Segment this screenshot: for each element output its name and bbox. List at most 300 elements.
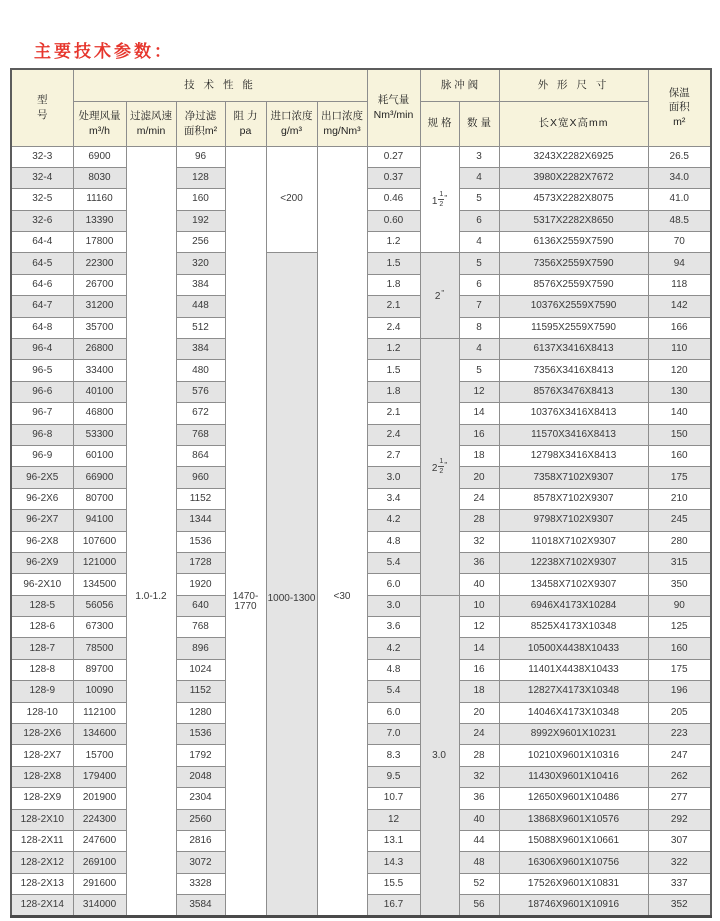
filter-area-cell: 576 — [176, 381, 225, 402]
insulation-area-cell: 160 — [648, 445, 711, 466]
dimensions-cell: 13868X9601X10576 — [499, 809, 648, 830]
insulation-area-cell: 350 — [648, 574, 711, 595]
dimensions-cell: 10376X2559X7590 — [499, 296, 648, 317]
airflow-cell: 89700 — [73, 659, 126, 680]
table-body — [11, 146, 711, 916]
model-cell: 128-10 — [11, 702, 73, 723]
filter-area-cell: 512 — [176, 317, 225, 338]
col-header-gas-consumption — [367, 69, 420, 146]
dimensions-cell: 8576X2559X7590 — [499, 274, 648, 295]
model-cell: 64-6 — [11, 274, 73, 295]
specifications-table — [10, 68, 712, 918]
dimensions-cell: 11401X4438X10433 — [499, 659, 648, 680]
insulation-area-cell: 277 — [648, 788, 711, 809]
filter-area-cell: 1344 — [176, 510, 225, 531]
model-label-line1: 型 — [37, 94, 48, 107]
filter-area-cell: 1792 — [176, 745, 225, 766]
insulation-area-cell: 247 — [648, 745, 711, 766]
valve-qty-cell: 18 — [459, 681, 499, 702]
filter-area-cell: 1536 — [176, 531, 225, 552]
valve-qty-cell: 5 — [459, 253, 499, 274]
dimensions-cell: 8576X3476X8413 — [499, 381, 648, 402]
valve-qty-cell: 6 — [459, 210, 499, 231]
valve-qty-cell: 4 — [459, 167, 499, 188]
valve-qty-cell: 48 — [459, 852, 499, 873]
valve-qty-cell: 3 — [459, 146, 499, 167]
insulation-area-cell: 160 — [648, 638, 711, 659]
insulation-area-cell: 120 — [648, 360, 711, 381]
filter-area-cell: 96 — [176, 146, 225, 167]
dimensions-cell: 14046X4173X10348 — [499, 702, 648, 723]
insulation-area-cell: 26.5 — [648, 146, 711, 167]
dimensions-cell: 17526X9601X10831 — [499, 873, 648, 894]
dimensions-cell: 5317X2282X8650 — [499, 210, 648, 231]
airflow-cell: 26800 — [73, 339, 126, 360]
valve-qty-cell: 10 — [459, 595, 499, 616]
model-cell: 128-2X7 — [11, 745, 73, 766]
gas-consumption-cell: 10.7 — [367, 788, 420, 809]
airflow-cell: 291600 — [73, 873, 126, 894]
insulation-area-cell: 110 — [648, 339, 711, 360]
insulation-area-cell: 223 — [648, 724, 711, 745]
model-cell: 64-5 — [11, 253, 73, 274]
filter-area-cell: 384 — [176, 274, 225, 295]
spec-whole: 3.0 — [432, 750, 446, 762]
insulation-area-cell: 262 — [648, 766, 711, 787]
airflow-cell: 8030 — [73, 167, 126, 188]
inlet-concentration-merged-cell — [266, 253, 317, 916]
header-row-top — [11, 69, 711, 101]
gas-consumption-cell: 1.5 — [367, 360, 420, 381]
model-cell: 96-2X10 — [11, 574, 73, 595]
valve-qty-cell: 16 — [459, 424, 499, 445]
model-cell: 96-2X9 — [11, 552, 73, 573]
dimensions-cell: 10376X3416X8413 — [499, 403, 648, 424]
insul-label-line3: m² — [673, 116, 686, 129]
resistance-merged-cell — [225, 146, 266, 916]
gas-consumption-cell: 2.4 — [367, 317, 420, 338]
gas-consumption-cell: 13.1 — [367, 831, 420, 852]
valve-spec-merged-cell — [420, 253, 459, 339]
insulation-area-cell: 140 — [648, 403, 711, 424]
insulation-area-cell: 210 — [648, 488, 711, 509]
model-cell: 128-2X10 — [11, 809, 73, 830]
inch-mark: " — [444, 461, 448, 471]
dimensions-cell: 8525X4173X10348 — [499, 617, 648, 638]
airflow-cell: 134600 — [73, 724, 126, 745]
airflow-cell: 22300 — [73, 253, 126, 274]
model-cell: 96-2X5 — [11, 467, 73, 488]
gas-label-line1: 耗气量 — [377, 94, 410, 107]
gas-consumption-cell: 2.7 — [367, 445, 420, 466]
airflow-cell: 56056 — [73, 595, 126, 616]
valve-qty-cell: 12 — [459, 617, 499, 638]
gas-consumption-cell: 2.4 — [367, 424, 420, 445]
gas-consumption-cell: 1.8 — [367, 381, 420, 402]
insulation-area-cell: 125 — [648, 617, 711, 638]
resistance-merged-cell-text: 1470-1770 — [232, 590, 259, 612]
model-cell: 128-2X12 — [11, 852, 73, 873]
model-cell: 32-5 — [11, 189, 73, 210]
insulation-area-cell: 166 — [648, 317, 711, 338]
filter-area-cell: 640 — [176, 595, 225, 616]
insulation-area-cell: 175 — [648, 467, 711, 488]
valve-qty-cell: 52 — [459, 873, 499, 894]
valve-qty-cell: 4 — [459, 339, 499, 360]
airflow-cell: 78500 — [73, 638, 126, 659]
model-cell: 64-8 — [11, 317, 73, 338]
model-cell: 128-2X11 — [11, 831, 73, 852]
valve-qty-cell: 24 — [459, 724, 499, 745]
model-cell: 128-5 — [11, 595, 73, 616]
filter-area-cell: 256 — [176, 232, 225, 253]
gas-consumption-cell: 9.5 — [367, 766, 420, 787]
filter-area-cell: 480 — [176, 360, 225, 381]
model-cell: 64-4 — [11, 232, 73, 253]
insulation-area-cell: 196 — [648, 681, 711, 702]
model-cell: 128-2X14 — [11, 895, 73, 916]
dimensions-cell: 16306X9601X10756 — [499, 852, 648, 873]
inch-mark: " — [441, 288, 445, 298]
airflow-cell: 40100 — [73, 381, 126, 402]
insulation-area-cell: 315 — [648, 552, 711, 573]
valve-qty-cell: 16 — [459, 659, 499, 680]
airflow-cell: 15700 — [73, 745, 126, 766]
gas-consumption-cell: 2.1 — [367, 296, 420, 317]
dimensions-cell: 12650X9601X10486 — [499, 788, 648, 809]
insulation-area-cell: 337 — [648, 873, 711, 894]
col-header-tech-performance: 技 术 性 能 — [73, 69, 367, 101]
airflow-cell: 13390 — [73, 210, 126, 231]
dimensions-cell: 6136X2559X7590 — [499, 232, 648, 253]
model-cell: 96-2X6 — [11, 488, 73, 509]
valve-qty-cell: 20 — [459, 467, 499, 488]
insulation-area-cell: 292 — [648, 809, 711, 830]
col-header-lwh: 长X宽X高mm — [499, 101, 648, 146]
valve-qty-cell: 8 — [459, 317, 499, 338]
valve-qty-cell: 12 — [459, 381, 499, 402]
airflow-cell: 35700 — [73, 317, 126, 338]
airflow-cell: 134500 — [73, 574, 126, 595]
inch-mark: " — [444, 193, 448, 203]
col-header-filter-area: 净过滤 面积m² — [176, 101, 225, 146]
valve-qty-cell: 18 — [459, 445, 499, 466]
insulation-area-cell: 34.0 — [648, 167, 711, 188]
airflow-cell: 60100 — [73, 445, 126, 466]
inlet-concentration-merged-cell-text: 1000-1300 — [267, 592, 316, 604]
filter-area-cell: 1152 — [176, 488, 225, 509]
filter-area-cell: 1152 — [176, 681, 225, 702]
model-cell: 96-2X8 — [11, 531, 73, 552]
model-cell: 96-6 — [11, 381, 73, 402]
dimensions-cell: 8992X9601X10231 — [499, 724, 648, 745]
col-header-dimensions: 外 形 尺 寸 — [499, 69, 648, 101]
col-header-resistance: 阻 力 pa — [225, 101, 266, 146]
valve-qty-cell: 40 — [459, 574, 499, 595]
model-cell: 96-4 — [11, 339, 73, 360]
filter-area-cell: 2816 — [176, 831, 225, 852]
filter-area-cell: 128 — [176, 167, 225, 188]
valve-qty-cell: 40 — [459, 809, 499, 830]
model-cell: 128-2X6 — [11, 724, 73, 745]
filter-area-cell: 3328 — [176, 873, 225, 894]
airflow-cell: 201900 — [73, 788, 126, 809]
filter-area-cell: 3072 — [176, 852, 225, 873]
model-cell: 96-8 — [11, 424, 73, 445]
valve-qty-cell: 36 — [459, 788, 499, 809]
airflow-cell: 66900 — [73, 467, 126, 488]
insulation-area-cell: 90 — [648, 595, 711, 616]
gas-consumption-cell: 0.27 — [367, 146, 420, 167]
col-header-inlet-concentration: 进口浓度 g/m³ — [266, 101, 317, 146]
dimensions-cell: 3980X2282X7672 — [499, 167, 648, 188]
gas-consumption-cell: 1.2 — [367, 339, 420, 360]
insulation-area-cell: 205 — [648, 702, 711, 723]
dimensions-cell: 13458X7102X9307 — [499, 574, 648, 595]
airflow-cell: 6900 — [73, 146, 126, 167]
filter-area-cell: 3584 — [176, 895, 225, 916]
gas-consumption-cell: 5.4 — [367, 552, 420, 573]
airflow-cell: 314000 — [73, 895, 126, 916]
dimensions-cell: 15088X9601X10661 — [499, 831, 648, 852]
gas-consumption-cell: 3.6 — [367, 617, 420, 638]
model-cell: 128-2X13 — [11, 873, 73, 894]
model-cell: 96-9 — [11, 445, 73, 466]
gas-consumption-cell: 1.8 — [367, 274, 420, 295]
spec-fraction: $\frac{1}{2}$ — [439, 458, 444, 476]
airflow-cell: 107600 — [73, 531, 126, 552]
filter-area-cell: 768 — [176, 617, 225, 638]
valve-qty-cell: 44 — [459, 831, 499, 852]
valve-qty-cell: 28 — [459, 510, 499, 531]
filter-velocity-merged-cell — [126, 146, 176, 916]
filter-area-cell: 448 — [176, 296, 225, 317]
gas-label-line2: Nm³/min — [373, 108, 414, 121]
airflow-cell: 112100 — [73, 702, 126, 723]
valve-qty-cell: 14 — [459, 638, 499, 659]
insulation-area-cell: 142 — [648, 296, 711, 317]
model-cell: 128-2X8 — [11, 766, 73, 787]
filter-area-cell: 960 — [176, 467, 225, 488]
filter-area-cell: 384 — [176, 339, 225, 360]
model-cell: 32-4 — [11, 167, 73, 188]
spec-whole: 2 — [431, 463, 438, 475]
airflow-cell: 17800 — [73, 232, 126, 253]
valve-qty-cell: 32 — [459, 766, 499, 787]
outlet-concentration-merged-cell — [317, 146, 367, 916]
valve-qty-cell: 32 — [459, 531, 499, 552]
dimensions-cell: 11595X2559X7590 — [499, 317, 648, 338]
model-cell: 96-2X7 — [11, 510, 73, 531]
model-label-line2: 号 — [37, 108, 48, 121]
gas-consumption-cell: 12 — [367, 809, 420, 830]
filter-area-cell: 1536 — [176, 724, 225, 745]
inlet-concentration-merged-cell: <200 — [266, 146, 317, 253]
filter-area-cell: 160 — [176, 189, 225, 210]
insulation-area-cell: 280 — [648, 531, 711, 552]
airflow-cell: 224300 — [73, 809, 126, 830]
airflow-cell: 94100 — [73, 510, 126, 531]
model-cell: 128-7 — [11, 638, 73, 659]
gas-consumption-cell: 4.2 — [367, 510, 420, 531]
gas-consumption-cell: 1.2 — [367, 232, 420, 253]
airflow-cell: 31200 — [73, 296, 126, 317]
airflow-cell: 269100 — [73, 852, 126, 873]
col-header-filter-velocity: 过滤风速 m/min — [126, 101, 176, 146]
gas-consumption-cell: 8.3 — [367, 745, 420, 766]
dimensions-cell: 6137X3416X8413 — [499, 339, 648, 360]
airflow-cell: 67300 — [73, 617, 126, 638]
dimensions-cell: 12798X3416X8413 — [499, 445, 648, 466]
airflow-cell: 46800 — [73, 403, 126, 424]
dimensions-cell: 12238X7102X9307 — [499, 552, 648, 573]
col-header-outlet-concentration: 出口浓度 mg/Nm³ — [317, 101, 367, 146]
model-cell: 96-7 — [11, 403, 73, 424]
dimensions-cell: 11570X3416X8413 — [499, 424, 648, 445]
filter-area-cell: 2560 — [176, 809, 225, 830]
valve-qty-cell: 4 — [459, 232, 499, 253]
gas-consumption-cell: 3.0 — [367, 595, 420, 616]
col-header-valve-spec: 规 格 — [420, 101, 459, 146]
valve-qty-cell: 7 — [459, 296, 499, 317]
valve-spec-merged-cell — [420, 595, 459, 916]
airflow-cell: 121000 — [73, 552, 126, 573]
dimensions-cell: 4573X2282X8075 — [499, 189, 648, 210]
filter-area-cell: 2304 — [176, 788, 225, 809]
valve-qty-cell: 14 — [459, 403, 499, 424]
valve-spec-merged-cell — [420, 146, 459, 253]
valve-qty-cell: 5 — [459, 189, 499, 210]
airflow-cell: 33400 — [73, 360, 126, 381]
gas-consumption-cell: 14.3 — [367, 852, 420, 873]
dimensions-cell: 10210X9601X10316 — [499, 745, 648, 766]
dimensions-cell: 11430X9601X10416 — [499, 766, 648, 787]
dimensions-cell: 7356X3416X8413 — [499, 360, 648, 381]
airflow-cell: 26700 — [73, 274, 126, 295]
spec-whole: 1 — [431, 195, 438, 207]
valve-qty-cell: 36 — [459, 552, 499, 573]
model-cell: 128-8 — [11, 659, 73, 680]
filter-area-cell: 1280 — [176, 702, 225, 723]
model-cell: 64-7 — [11, 296, 73, 317]
filter-area-cell: 864 — [176, 445, 225, 466]
valve-qty-cell: 56 — [459, 895, 499, 916]
filter-area-cell: 192 — [176, 210, 225, 231]
valve-qty-cell: 28 — [459, 745, 499, 766]
gas-consumption-cell: 16.7 — [367, 895, 420, 916]
insulation-area-cell: 307 — [648, 831, 711, 852]
outlet-concentration-merged-cell-text: <30 — [333, 590, 351, 602]
model-cell: 32-6 — [11, 210, 73, 231]
dimensions-cell: 7356X2559X7590 — [499, 253, 648, 274]
filter-area-cell: 2048 — [176, 766, 225, 787]
page-title: 主要技术参数： — [34, 42, 174, 61]
gas-consumption-cell: 5.4 — [367, 681, 420, 702]
airflow-cell: 80700 — [73, 488, 126, 509]
filter-area-cell: 1728 — [176, 552, 225, 573]
airflow-cell: 179400 — [73, 766, 126, 787]
dimensions-cell: 11018X7102X9307 — [499, 531, 648, 552]
airflow-cell: 247600 — [73, 831, 126, 852]
dimensions-cell: 7358X7102X9307 — [499, 467, 648, 488]
insul-label-line1: 保温 — [668, 86, 690, 99]
dimensions-cell: 6946X4173X10284 — [499, 595, 648, 616]
gas-consumption-cell: 1.5 — [367, 253, 420, 274]
valve-qty-cell: 5 — [459, 360, 499, 381]
col-header-valve-qty: 数 量 — [459, 101, 499, 146]
dimensions-cell: 8578X7102X9307 — [499, 488, 648, 509]
filter-area-cell: 768 — [176, 424, 225, 445]
gas-consumption-cell: 15.5 — [367, 873, 420, 894]
gas-consumption-cell: 0.60 — [367, 210, 420, 231]
filter-area-cell: 1024 — [176, 659, 225, 680]
insulation-area-cell: 175 — [648, 659, 711, 680]
model-cell: 32-3 — [11, 146, 73, 167]
valve-qty-cell: 20 — [459, 702, 499, 723]
model-cell: 128-2X9 — [11, 788, 73, 809]
insulation-area-cell: 48.5 — [648, 210, 711, 231]
model-cell: 128-9 — [11, 681, 73, 702]
dimensions-cell: 12827X4173X10348 — [499, 681, 648, 702]
spec-fraction: $\frac{1}{2}$ — [439, 190, 444, 208]
filter-velocity-merged-cell-text: 1.0-1.2 — [135, 590, 167, 602]
gas-consumption-cell: 0.46 — [367, 189, 420, 210]
insulation-area-cell: 41.0 — [648, 189, 711, 210]
insulation-area-cell: 118 — [648, 274, 711, 295]
col-header-pulse-valve: 脉 冲 阀 — [420, 69, 499, 101]
insulation-area-cell: 94 — [648, 253, 711, 274]
model-cell: 128-6 — [11, 617, 73, 638]
col-header-airflow: 处理风量 m³/h — [73, 101, 126, 146]
filter-area-cell: 896 — [176, 638, 225, 659]
insulation-area-cell: 322 — [648, 852, 711, 873]
airflow-cell: 11160 — [73, 189, 126, 210]
filter-area-cell: 320 — [176, 253, 225, 274]
airflow-cell: 53300 — [73, 424, 126, 445]
gas-consumption-cell: 7.0 — [367, 724, 420, 745]
gas-consumption-cell: 4.8 — [367, 531, 420, 552]
filter-area-cell: 672 — [176, 403, 225, 424]
dimensions-cell: 18746X9601X10916 — [499, 895, 648, 916]
insul-label-line2: 面积 — [668, 101, 690, 114]
gas-consumption-cell: 3.0 — [367, 467, 420, 488]
filter-area-cell: 1920 — [176, 574, 225, 595]
gas-consumption-cell: 2.1 — [367, 403, 420, 424]
gas-consumption-cell: 3.4 — [367, 488, 420, 509]
valve-qty-cell: 24 — [459, 488, 499, 509]
dimensions-cell: 10500X4438X10433 — [499, 638, 648, 659]
col-header-model — [11, 69, 73, 146]
insulation-area-cell: 245 — [648, 510, 711, 531]
header-row-sub — [11, 101, 711, 146]
gas-consumption-cell: 6.0 — [367, 702, 420, 723]
insulation-area-cell: 130 — [648, 381, 711, 402]
model-cell: 96-5 — [11, 360, 73, 381]
gas-consumption-cell: 4.8 — [367, 659, 420, 680]
gas-consumption-cell: 6.0 — [367, 574, 420, 595]
dimensions-cell: 3243X2282X6925 — [499, 146, 648, 167]
valve-qty-cell: 6 — [459, 274, 499, 295]
gas-consumption-cell: 4.2 — [367, 638, 420, 659]
insulation-area-cell: 70 — [648, 232, 711, 253]
col-header-insulation-area — [648, 69, 711, 146]
dimensions-cell: 9798X7102X9307 — [499, 510, 648, 531]
gas-consumption-cell: 0.37 — [367, 167, 420, 188]
insulation-area-cell: 352 — [648, 895, 711, 916]
spec-whole: 2 — [434, 290, 441, 302]
table-row — [11, 146, 711, 167]
airflow-cell: 10090 — [73, 681, 126, 702]
